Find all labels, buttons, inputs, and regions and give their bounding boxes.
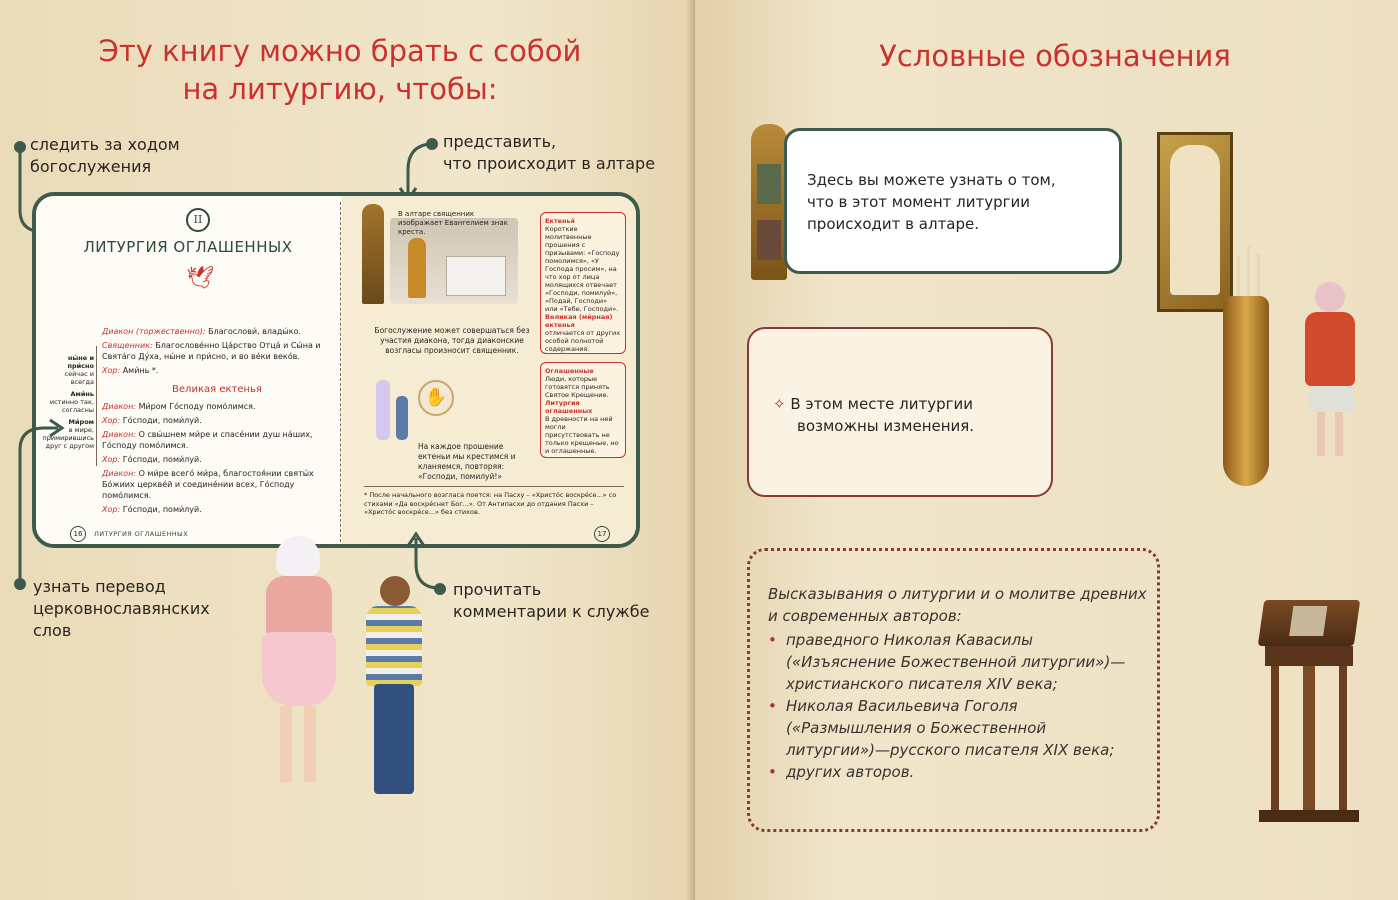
legend-change-text: ✧ В этом месте литургии возможны изменения. — [773, 395, 975, 435]
iconostasis-icon — [751, 124, 787, 280]
lectern-illustration — [1255, 600, 1363, 822]
girl-small-illustration — [376, 380, 390, 440]
altar-caption: В алтаре священник изображает Евангелием знак креста. — [398, 210, 508, 236]
list-item: • праведного Николая Кавасилы («Изъяснение Божественной литургии»)— христианского писателя XIV века; — [768, 629, 1158, 695]
page-number-right: 17 — [594, 526, 610, 542]
callout-translate: узнать перевод церковнославянских слов — [33, 577, 210, 640]
left-page-title: Эту книгу можно брать с собой на литургию, чтобы: — [98, 34, 582, 106]
dove-icon: 🕊 — [186, 266, 214, 291]
chapter-numeral: II — [186, 208, 210, 232]
book-spread-preview — [32, 192, 640, 548]
iconostasis-illustration — [362, 204, 384, 304]
glossary-box-catechumens: Оглашенные Люди, которые готовятся принять Святое Крещение. Литургия оглашенных В древности на ней могли присутствовать не только крещеные, но и оглашенные. — [540, 362, 626, 458]
boy-illustration — [366, 576, 426, 802]
dialog-line: Хор: Ами́нь *. — [102, 366, 159, 375]
left-page — [0, 0, 695, 900]
dialog-line: Хор: Го́споди, поми́луй. — [102, 455, 202, 464]
icon-painting — [1157, 132, 1233, 312]
footnote: * После начального возгласа поется: на Пасху – «Христо́с воскре́се...» со стихами «Да воскре́снет Бог...». От Антипасхи до отдания Пасхи – «Христо́с воскре́се...» без стихов. — [364, 486, 624, 517]
legend-quotes-box — [747, 548, 1160, 832]
page-number-left: 16 — [70, 526, 86, 542]
dialog-line: Хор: Го́споди, поми́луй. — [102, 505, 202, 514]
legend-altar-text: Здесь вы можете узнать о том, что в этот момент литургии происходит в алтаре. — [807, 171, 1056, 233]
girl-headscarf — [276, 536, 320, 576]
list-item: • других авторов. — [768, 761, 1158, 783]
legend-change-box — [747, 327, 1053, 497]
girl-lighting-candle-illustration — [1301, 282, 1361, 472]
legend-title: Условные обозначения — [879, 39, 1231, 73]
glossary-box-ectenia: Ектенья́ Короткие молитвенные прошения с призывами: «Господу помолимся», «У Господа просим», на что хор от лица молящихся отвечает «Господи, помилуй», «Подай, Господи» или «Тебе, Господи». Великая (ми́рная) ектенья отличается от других особой полнотой содержания. — [540, 212, 626, 354]
spread-left-page — [36, 196, 340, 544]
candle-stand — [1223, 296, 1269, 486]
legend-altar-box — [784, 128, 1122, 274]
cross-hand-icon: ✋ — [418, 380, 454, 416]
dialog-line: Священник: Благослове́нно Ца́рство Отца́ и Сы́на и Свята́го Ду́ха, ны́не и при́сно, и во ве́ки веко́в. — [102, 341, 321, 361]
dialog-line: Диакон: О свы́шнем ми́ре и спасе́нии душ на́ших, Го́споду помо́лимся. — [102, 430, 313, 450]
glossary-divider — [96, 346, 97, 466]
glossary-column: ны́не и при́сно сейчас и всегда Ами́нь истинно так, согласны Ми́ром в мире, примирившись друг с другом — [42, 354, 94, 450]
section-title: Великая ектенья — [172, 384, 262, 395]
callout-imagine: представить, что происходит в алтаре — [443, 132, 656, 173]
spread-divider — [340, 202, 341, 542]
quotes-list — [768, 629, 1158, 783]
boy-small-illustration — [396, 396, 408, 440]
change-star-icon: ✧ — [773, 395, 786, 413]
right-page — [695, 0, 1398, 900]
dialog-line: Диакон: Ми́ром Го́споду помо́лимся. — [102, 402, 256, 411]
girl-leg — [304, 706, 316, 782]
boy-jeans — [374, 684, 414, 794]
page-footer-left: ЛИТУРГИЯ ОГЛАШЕННЫХ — [94, 530, 189, 538]
cross-text: На каждое прошение ектеньи мы крестимся и кланяемся, повторяя: «Господи, помилуй!» — [418, 442, 516, 481]
candles-icon — [1235, 246, 1265, 296]
girl-leg — [280, 706, 292, 782]
callout-arrow-translate — [0, 410, 80, 590]
callout-follow: следить за ходом богослужения — [30, 135, 180, 176]
chapter-title: ЛИТУРГИЯ ОГЛАШЕННЫХ — [83, 238, 293, 256]
girl-illustration — [262, 536, 336, 792]
callout-arrow-read — [404, 524, 454, 594]
service-text: Богослужение может совершаться без участия диакона, тогда диаконские возгласы произносит священник. — [374, 326, 530, 355]
girl-top — [266, 576, 332, 636]
spread-right-page — [342, 196, 640, 544]
dialog-line: Диакон: О ми́ре всего́ ми́ра, благостоя́нии святы́х Бо́жиих церкве́й и соедине́нии всех, Го́споду помо́лимся. — [102, 469, 314, 500]
girl-skirt — [262, 632, 336, 706]
dialog-line: Хор: Го́споди, поми́луй. — [102, 416, 202, 425]
callout-read: прочитать комментарии к службе — [453, 580, 650, 621]
list-item: • Николая Васильевича Гоголя («Размышления о Божественной литургии»)—русского писателя XIX века; — [768, 695, 1158, 761]
dialog-line: Диакон (торжественно): Благослови́, влады́ко. — [102, 327, 302, 336]
quotes-intro: Высказывания о литургии и о молитве древних и современных авторов: — [768, 585, 1147, 625]
altar-table — [446, 256, 506, 296]
priest-figure — [408, 238, 426, 298]
boy-sweater — [366, 606, 422, 686]
dialog-block — [102, 326, 332, 515]
